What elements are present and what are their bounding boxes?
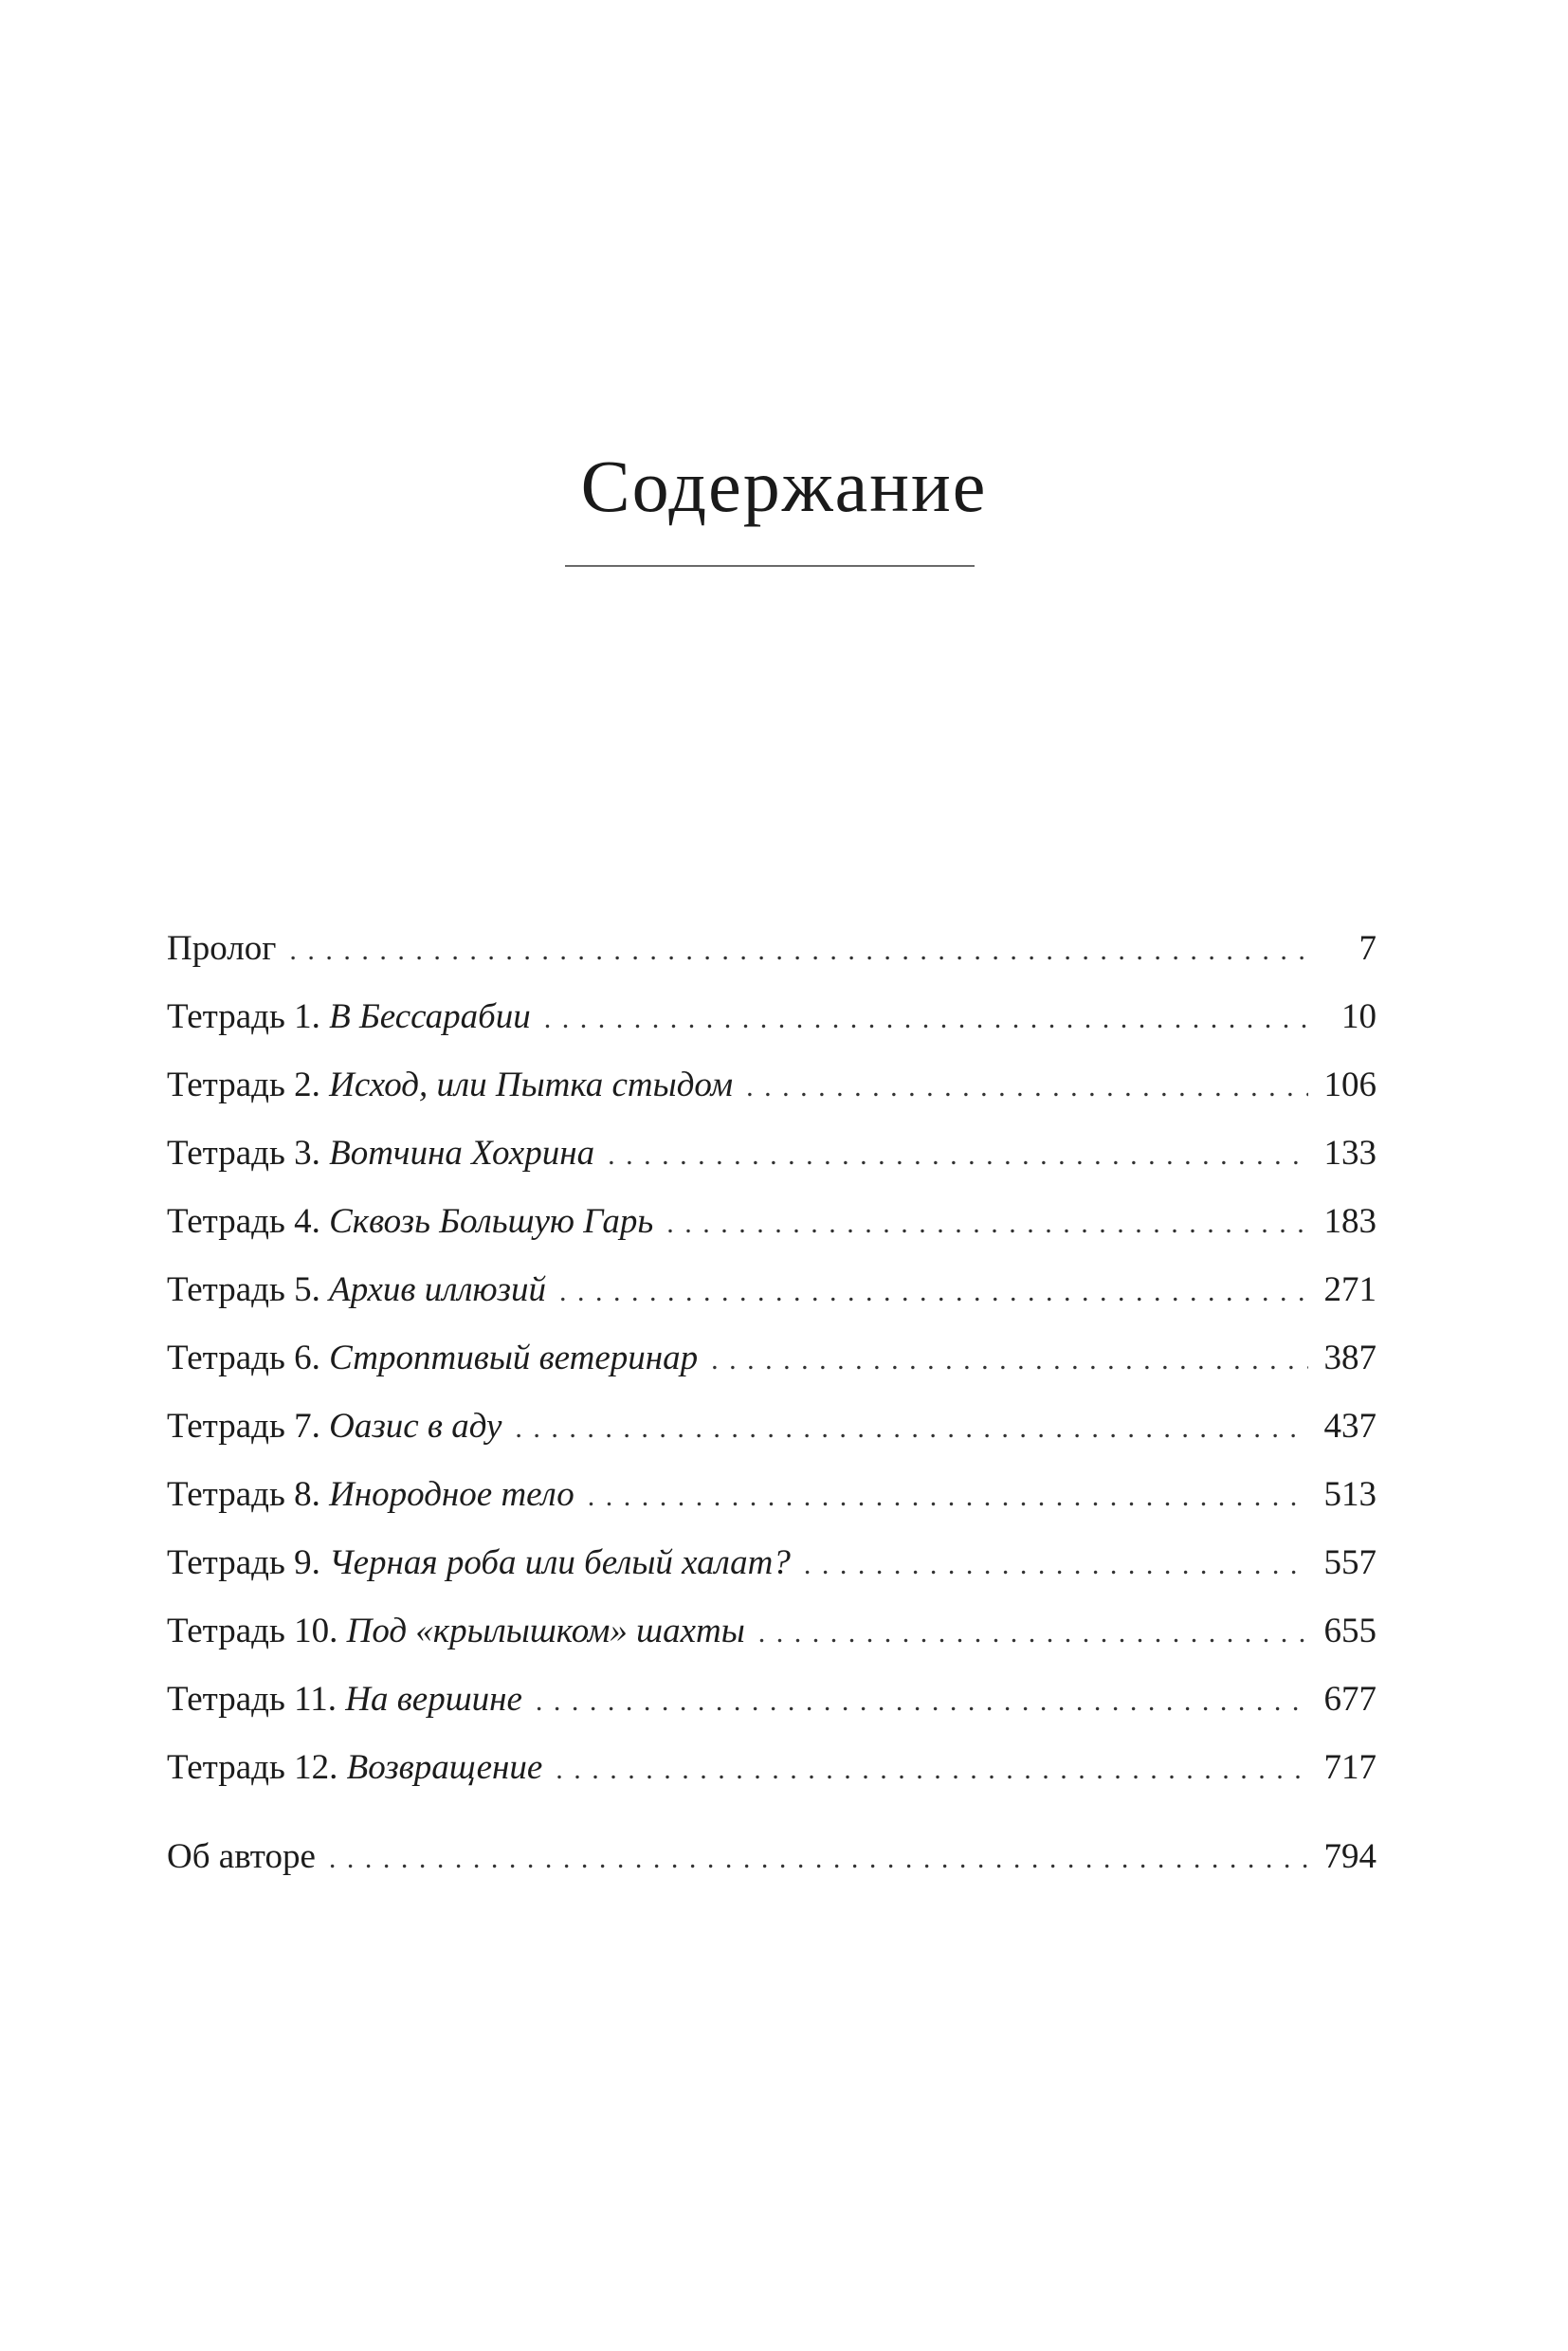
toc-entry-title: Под «крылышком» шахты: [346, 1612, 745, 1650]
toc-entry-title: Возвращение: [346, 1748, 543, 1787]
toc-entry-label: Тетрадь 8. Инородное тело: [167, 1475, 574, 1514]
dot-leader: [289, 917, 1308, 985]
page-title: Содержание: [580, 445, 988, 527]
toc-page-number: 677: [1323, 1680, 1377, 1719]
toc-entry-notebook-5[interactable]: [167, 1256, 1377, 1324]
toc-page-number: 794: [1323, 1837, 1377, 1876]
toc-entry-about-author[interactable]: [167, 1823, 1377, 1891]
toc-entry-label: Об авторе: [167, 1837, 316, 1876]
toc-entry-title: Вотчина Хохрина: [329, 1134, 595, 1173]
dot-leader: [588, 1463, 1308, 1531]
toc-entry-title: Исход, или Пытка стыдом: [329, 1066, 734, 1104]
toc-entry-notebook-11[interactable]: [167, 1666, 1377, 1734]
toc-entry-title: Черная роба или белый халат?: [329, 1543, 791, 1582]
dot-leader: [515, 1394, 1308, 1463]
toc-entry-title: Строптивый ветеринар: [329, 1339, 699, 1377]
toc-entry-label: Тетрадь 1. В Бессарабии: [167, 997, 531, 1036]
dot-leader: [608, 1121, 1308, 1190]
dot-leader: [804, 1531, 1308, 1599]
toc-entry-notebook-12[interactable]: [167, 1734, 1377, 1802]
toc-entry-notebook-9[interactable]: [167, 1529, 1377, 1597]
toc-entry-notebook-1[interactable]: [167, 983, 1377, 1051]
toc-entry-notebook-4[interactable]: [167, 1188, 1377, 1256]
toc-entry-label: Тетрадь 9. Черная роба или белый халат?: [167, 1543, 791, 1582]
toc-page-number: 183: [1323, 1202, 1377, 1241]
toc-entry-label: Тетрадь 7. Оазис в аду: [167, 1407, 502, 1446]
dot-leader: [559, 1258, 1308, 1326]
dot-leader: [556, 1736, 1308, 1804]
toc-entry-title: Инородное тело: [329, 1475, 574, 1514]
dot-leader: [329, 1825, 1308, 1893]
toc-entry-label: Тетрадь 11. На вершине: [167, 1680, 522, 1719]
toc-page-number: 655: [1323, 1612, 1377, 1650]
toc-entry-title: В Бессарабии: [329, 997, 531, 1036]
toc-entry-notebook-2[interactable]: [167, 1051, 1377, 1120]
toc-page-number: 7: [1358, 929, 1377, 968]
toc-page-number: 133: [1323, 1134, 1377, 1173]
toc-entry-label: Тетрадь 2. Исход, или Пытка стыдом: [167, 1066, 734, 1104]
toc-entry-label: Тетрадь 4. Сквозь Большую Гарь: [167, 1202, 654, 1241]
toc-page-number: 106: [1323, 1066, 1377, 1104]
toc-entry-label: Тетрадь 3. Вотчина Хохрина: [167, 1134, 595, 1173]
toc-entry-title: Сквозь Большую Гарь: [329, 1202, 654, 1241]
dot-leader: [666, 1190, 1308, 1258]
toc-page-number: 513: [1323, 1475, 1377, 1514]
title-underline: [565, 565, 975, 567]
toc-entry-notebook-6[interactable]: [167, 1324, 1377, 1393]
toc-page-number: 271: [1323, 1270, 1377, 1309]
dot-leader: [711, 1326, 1308, 1394]
toc-page-number: 437: [1323, 1407, 1377, 1446]
toc-entry-title: На вершине: [345, 1680, 522, 1719]
toc-entry-label: Тетрадь 6. Строптивый ветеринар: [167, 1339, 699, 1377]
dot-leader: [536, 1668, 1308, 1736]
toc-entry-title: Оазис в аду: [329, 1407, 502, 1446]
toc-page-number: 557: [1323, 1543, 1377, 1582]
toc-entry-label: Тетрадь 12. Возвращение: [167, 1748, 543, 1787]
toc-entry-prologue[interactable]: [167, 915, 1377, 983]
toc-entry-notebook-8[interactable]: [167, 1461, 1377, 1529]
toc-entry-notebook-7[interactable]: [167, 1393, 1377, 1461]
toc-entry-notebook-10[interactable]: [167, 1597, 1377, 1666]
title-block: [0, 446, 1568, 527]
toc-entry-title: Архив иллюзий: [329, 1270, 546, 1309]
toc-entry-label: Пролог: [167, 929, 277, 968]
dot-leader: [758, 1599, 1308, 1668]
toc-page-number: 387: [1323, 1339, 1377, 1377]
toc-entry-label: Тетрадь 5. Архив иллюзий: [167, 1270, 546, 1309]
dot-leader: [544, 985, 1308, 1053]
dot-leader: [746, 1053, 1308, 1121]
toc-entry-label: Тетрадь 10. Под «крылышком» шахты: [167, 1612, 745, 1650]
toc-entry-notebook-3[interactable]: [167, 1120, 1377, 1188]
toc-page-number: 10: [1341, 997, 1377, 1036]
table-of-contents: [167, 915, 1377, 1891]
toc-page-number: 717: [1323, 1748, 1377, 1787]
